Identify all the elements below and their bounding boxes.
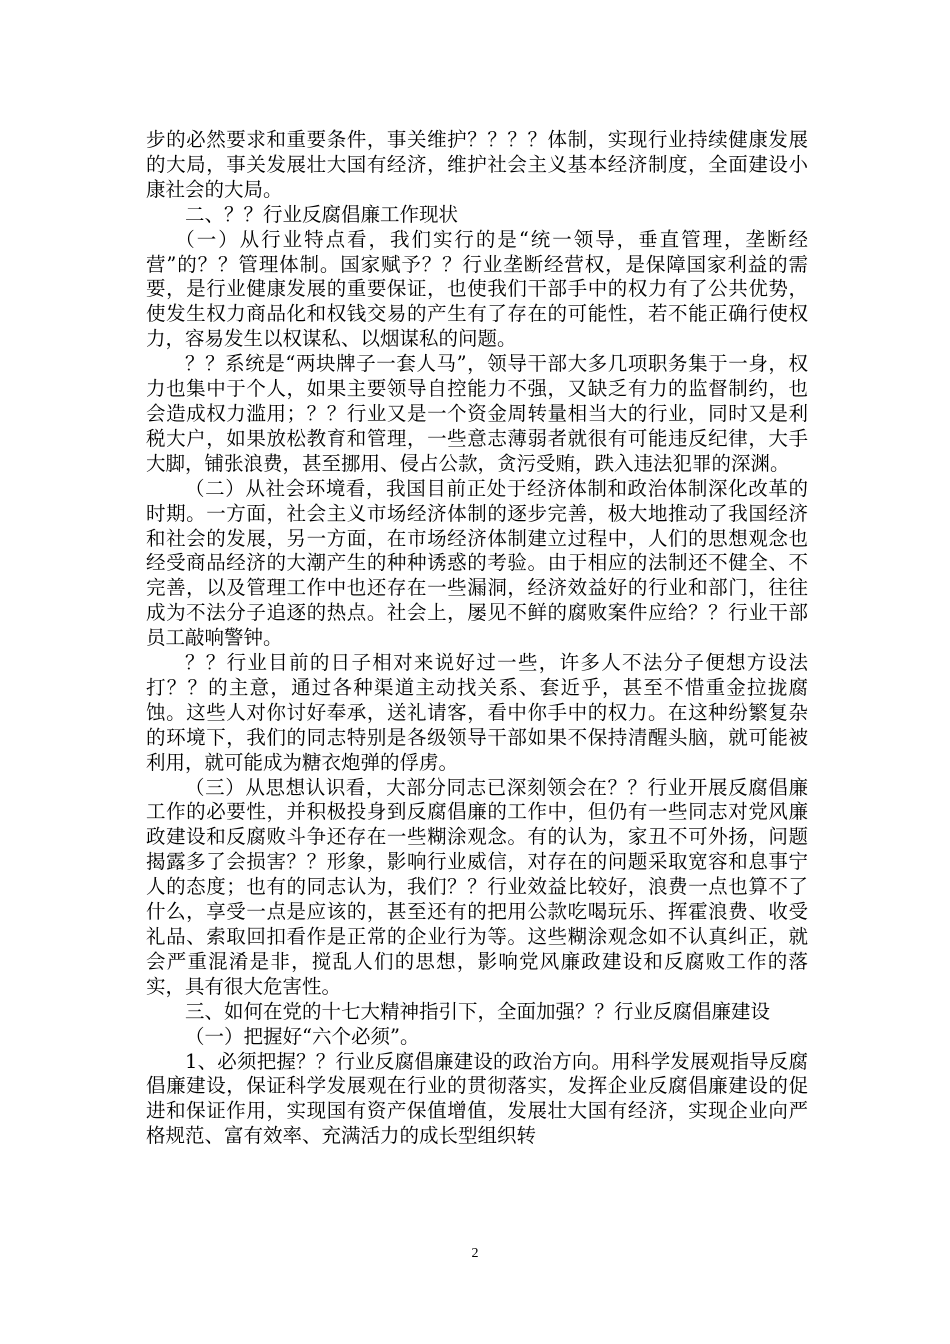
paragraph-continuation: 步的必然要求和重要条件，事关维护？？？？体制，实现行业持续健康发展的大局，事关发展壮大国有经济，维护社会主义基本经济制度，全面建设小康社会的大局。 — [146, 128, 808, 201]
body-text — [146, 128, 808, 1149]
page-number: 2 — [471, 1246, 479, 1261]
paragraph-social-environment: （二）从社会环境看，我国目前正处于经济体制和政治体制深化改革的时期。一方面，社会主义市场经济体制的逐步完善，极大地推动了我国经济和社会的发展，另一方面，在市场经济体制建立过程中，人们的思想观念也经受商品经济的大潮产生的种种诱惑的考验。由于相应的法制还不健全、不完善，以及管理工作中也还存在一些漏洞，经济效益好的行业和部门，往往成为不法分子追逐的热点。社会上，屡见不鲜的腐败案件应给？？行业干部员工敲响警钟。 — [146, 476, 808, 650]
paragraph-system-structure: ？？系统是“两块牌子一套人马”，领导干部大多几项职务集于一身，权力也集中于个人，如果主要领导自控能力不强，又缺乏有力的监督制约，也会造成权力滥用；？？行业又是一个资金周转量相当大的行业，同时又是利税大户，如果放松教育和管理，一些意志薄弱者就很有可能违反纪律，大手大脚，铺张浪费，甚至挪用、侵占公款，贪污受贿，跌入违法犯罪的深渊。 — [146, 352, 808, 475]
paragraph-political-direction: 1、必须把握？？行业反腐倡廉建设的政治方向。用科学发展观指导反腐倡廉建设，保证科学发展观在行业的贯彻落实，发挥企业反腐倡廉建设的促进和保证作用，实现国有资产保值增值，发展壮大国有经济，实现企业向严格规范、富有效率、充满活力的成长型组织转 — [146, 1049, 808, 1148]
paragraph-industry-features: （一）从行业特点看，我们实行的是“统一领导，垂直管理，垄断经营”的？？管理体制。国家赋予？？行业垄断经营权，是保障国家利益的需要，是行业健康发展的重要保证，也使我们干部手中的权力有了公共优势，使发生权力商品化和权钱交易的产生有了存在的可能性，若不能正确行使权力，容易发生以权谋私、以烟谋私的问题。 — [146, 227, 808, 351]
paragraph-ideological-awareness: （三）从思想认识看，大部分同志已深刻领会在？？行业开展反腐倡廉工作的必要性，并积极投身到反腐倡廉的工作中，但仍有一些同志对党风廉政建设和反腐败斗争还存在一些糊涂观念。有的认为，家丑不可外扬，问题揭露多了会损害？？形象，影响行业威信，对存在的问题采取宽容和息事宁人的态度；也有的同志认为，我们？？行业效益比较好，浪费一点也算不了什么，享受一点是应该的，甚至还有的把用公款吃喝玩乐、挥霍浪费、收受礼品、索取回扣看作是正常的企业行为等。这些糊涂观念如不认真纠正，就会严重混淆是非，搅乱人们的思想，影响党风廉政建设和反腐败工作的落实，具有很大危害性。 — [146, 775, 808, 998]
section-heading-3: 三、如何在党的十七大精神指引下，全面加强？？行业反腐倡廉建设 — [185, 999, 771, 1023]
paragraph-industry-situation: ？？行业目前的日子相对来说好过一些，许多人不法分子便想方设法打？？的主意，通过各种渠道主动找关系、套近乎，甚至不惜重金拉拢腐蚀。这些人对你讨好奉承，送礼请客，看中你手中的权力。在这种纷繁复杂的环境下，我们的同志特别是各级领导干部如果不保持清醒头脑，就可能被利用，就可能成为糖衣炮弹的俘虏。 — [146, 651, 808, 774]
subsection-heading-six-musts: （一）把握好“六个必须”。 — [185, 1024, 420, 1048]
section-heading-2: 二、？？行业反腐倡廉工作现状 — [185, 202, 459, 226]
